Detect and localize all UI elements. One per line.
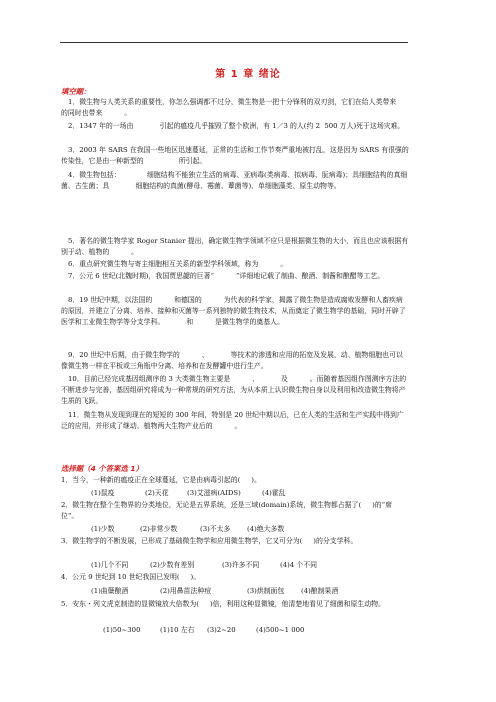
- multiple-choice-heading: 选择题（4 个答案选 1）: [61, 464, 143, 473]
- question-4-option-4: (4)酿制果酒: [301, 587, 339, 595]
- question-2-option-3: (3)不太多: [200, 525, 231, 533]
- question-1-option-2: (2)天花: [145, 489, 169, 497]
- question-5-stem: 5．安东・列文虎克制造的显微镜放大倍数为( )倍，利用这种显微镜，他清楚地看见了细菌和原生动物。: [61, 600, 385, 608]
- question-3-stem: 3．微生物学的不断发展，已形成了基础微生物学和应用微生物学，它又可分为( )的分支学科。: [61, 537, 358, 545]
- question-1-stem: 1．当今，一种新的瘟疫正在全球蔓延，它是由病毒引起的( )。: [61, 476, 261, 484]
- fill-blank-item-7: 7．公元 6 世纪(北魏时期)，我国贾思勰的巨著“ ”详细地记载了制曲、酿酒、制酱和酿醋等工艺。: [68, 272, 385, 280]
- fill-blank-item-5: 5．著名的微生物学家 Roger Stanier 提出，确定微生物学领域不应只是根据微生物的大小，而且也应该根据有别于动、植物的 。: [61, 237, 409, 257]
- fill-blank-item-10: 10．目前已经完成基因组测序的 3 大类微生物主要是 、 及 。而随着基因组作图测序方法的不断进步与完善，基因组研究将成为一种常规的研究方法，为从本质上认识微生物自身以及利用和改造微生物将产生质的飞跃。: [61, 375, 407, 406]
- question-5-option-4: (4)500~1 000: [256, 626, 305, 634]
- question-5-option-2: (1)10 左右: [160, 626, 195, 634]
- question-4-option-3: (3)烘制面包: [247, 587, 285, 595]
- question-1-option-3: (3)艾滋病(AIDS): [187, 489, 241, 497]
- fill-blank-heading: 填空题：: [61, 87, 91, 96]
- question-3-option-2: (2)少数有差别: [150, 561, 195, 569]
- question-1-option-4: (4)霍乱: [262, 489, 286, 497]
- question-4-option-1: (1)曲蘖酿酒: [91, 587, 129, 595]
- fill-blank-item-8: 8．19 世纪中期，以法国的 和德国的 为代表的科学家，揭露了微生物是造成腐败发酵和人畜疾病的原因，并建立了分离、培养、接种和灭菌等一系列独特的微生物技术，从而奠定了微生物学的基础，同时开辟了医学和工业微生物学等分支学科。 和 是微生物学的奠基人。: [61, 296, 406, 327]
- fill-blank-item-11: 11．微生物从发现到现在的短短的 300 年间，特别是 20 世纪中期以后，已在人类的生活和生产实践中得到广泛的应用，并形成了继动、植物两大生物产业后的 。: [61, 411, 404, 431]
- question-5-option-1: (1)50~300: [103, 626, 141, 634]
- fill-blank-item-3: 3．2003 年 SARS 在我国一些地区迅速蔓延，正常的生活和工作节奏严重地被打乱，这是因为 SARS 有很强的传染性，它是由一种新型的 所引起。: [61, 146, 409, 166]
- question-5-option-3: (3)2~20: [207, 626, 236, 634]
- fill-blank-item-1: 1．微生物与人类关系的重要性，你怎么强调都不过分，微生物是一把十分锋利的双刃剑，它们在给人类带来 的同时也带来 。: [61, 98, 419, 118]
- header-rule: [60, 42, 408, 43]
- fill-blank-item-2: 2．1347 年的一场由 引起的瘟疫几乎摧毁了整个欧洲，有 1／3 的人(约 2 500 万人)死于这场灾难。: [68, 122, 405, 130]
- question-1-option-1: (1)鼠疫: [91, 489, 115, 497]
- question-2-option-1: (1)少数: [91, 525, 115, 533]
- fill-blank-item-6: 6．重点研究微生物与寄主细胞相互关系的新型学科领域，称为 。: [68, 260, 288, 268]
- question-4-stem: 4．公元 9 世纪到 10 世纪我国已发明( )。: [61, 573, 201, 581]
- question-2-stem: 2．微生物在整个生物界的分类地位，无论是五界系统，还是三域(domain)系统，微生物都占据了( )的“席位”。: [61, 501, 393, 521]
- question-2-option-2: (2)非常少数: [140, 525, 178, 533]
- chapter-title: 第 1 章 绪论: [215, 69, 281, 80]
- question-2-option-4: (4)绝大多数: [247, 525, 285, 533]
- question-3-option-3: (3)许多不同: [222, 561, 260, 569]
- fill-blank-item-9: 9．20 世纪中后期，由于微生物学的 、 等技术的渗透和应用的拓宽及发展，动、植物细胞也可以像微生物一样在平板或三角瓶中分离、培养和在发酵罐中进行生产。: [61, 351, 403, 371]
- question-3-option-1: (1)几个不同: [91, 561, 129, 569]
- fill-blank-item-4: 4．微生物包括： 细胞结构不能独立生活的病毒、亚病毒(类病毒、拟病毒、朊病毒)；具细胞结构的真细菌、古生菌；具 细胞结构的真菌(酵母、霉菌、蕈菌等)、单细胞藻类、原生动物等。: [61, 171, 408, 191]
- question-3-option-4: (4)4 个不同: [280, 561, 318, 569]
- question-4-option-2: (2)用鼻苗法种痘: [160, 587, 212, 595]
